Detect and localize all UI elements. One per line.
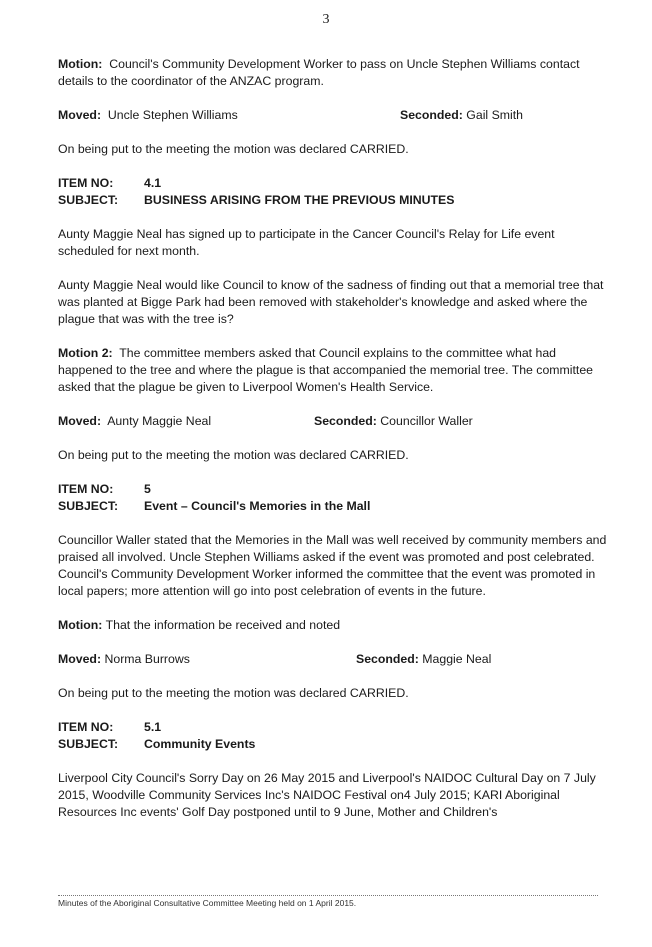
item-no-label: ITEM NO: [58, 482, 114, 496]
moved-label: Moved: [58, 414, 102, 428]
subject-label: SUBJECT: [58, 193, 119, 207]
paragraph: Aunty Maggie Neal has signed up to participate in the Cancer Council's Relay for Life event scheduled for next month. [58, 227, 555, 258]
motion-paragraph [58, 56, 608, 90]
carried-statement: On being put to the meeting the motion was declared CARRIED. [58, 448, 409, 462]
moved-seconded-row [58, 413, 608, 430]
paragraph: Councillor Waller stated that the Memories in the Mall was well received by community members and praised all involved. Uncle Stephen Williams asked if the event was promoted and post celebrated. Council's Community Development Worker informed the committee that the event was promoted in local papers; more attention will go into post celebration of events in the future. [58, 533, 607, 598]
carried-statement: On being put to the meeting the motion was declared CARRIED. [58, 142, 409, 156]
agenda-item-header [58, 175, 608, 209]
subject-label: SUBJECT: [58, 737, 119, 751]
moved-by: Uncle Stephen Williams [107, 108, 238, 122]
moved-label: Moved: [58, 652, 102, 666]
subject: BUSINESS ARISING FROM THE PREVIOUS MINUTES [144, 193, 455, 207]
item-no-label: ITEM NO: [58, 720, 114, 734]
seconded-by: Gail Smith [466, 108, 524, 122]
agenda-item-header [58, 719, 608, 753]
motion-text: The committee members asked that Council explains to the committee what had happened to the tree and where the plague is that accompanied the memorial tree. The committee asked that the plague be given to Liverpool Women's Health Service. [58, 346, 594, 394]
seconded-by: Maggie Neal [422, 652, 492, 666]
subject-label: SUBJECT: [58, 499, 119, 513]
item-no-label: ITEM NO: [58, 176, 114, 190]
item-no: 5.1 [144, 720, 162, 734]
motion-paragraph [58, 617, 608, 634]
paragraph: Aunty Maggie Neal would like Council to know of the sadness of finding out that a memorial tree that was planted at Bigge Park had been removed with stakeholder's knowledge and asked where the plague that was with the tree is? [58, 278, 604, 326]
seconded-label: Seconded: [314, 414, 377, 428]
moved-label: Moved: [58, 108, 102, 122]
footer-divider [58, 895, 598, 896]
motion-text: Council's Community Development Worker to pass on Uncle Stephen Williams contact details to the coordinator of the ANZAC program. [58, 57, 580, 88]
motion-label: Motion 2: [58, 346, 113, 360]
item-no: 5 [144, 482, 151, 496]
motion-label: Motion: [58, 57, 103, 71]
moved-seconded-row [58, 107, 608, 124]
paragraph: Liverpool City Council's Sorry Day on 26 May 2015 and Liverpool's NAIDOC Cultural Day on 7 July 2015, Woodville Community Services Inc's NAIDOC Festival on4 July 2015; KARI Aboriginal Resources Inc events' Golf Day postponed until to 9 June, Mother and Children's [58, 771, 596, 819]
motion-paragraph [58, 345, 608, 396]
moved-by: Norma Burrows [104, 652, 190, 666]
subject: Community Events [144, 737, 256, 751]
motion-label: Motion: [58, 618, 103, 632]
moved-seconded-row [58, 651, 608, 668]
page-number: 3 [322, 12, 330, 27]
motion-text: That the information be received and noted [105, 618, 341, 632]
subject: Event – Council's Memories in the Mall [144, 499, 371, 513]
minutes-body [58, 56, 608, 838]
seconded-label: Seconded: [356, 652, 419, 666]
moved-by: Aunty Maggie Neal [107, 414, 212, 428]
page-footer: Minutes of the Aboriginal Consultative Committee Meeting held on 1 April 2015. [58, 898, 357, 908]
carried-statement: On being put to the meeting the motion was declared CARRIED. [58, 686, 409, 700]
item-no: 4.1 [144, 176, 162, 190]
agenda-item-header [58, 481, 608, 515]
seconded-label: Seconded: [400, 108, 463, 122]
seconded-by: Councillor Waller [380, 414, 473, 428]
